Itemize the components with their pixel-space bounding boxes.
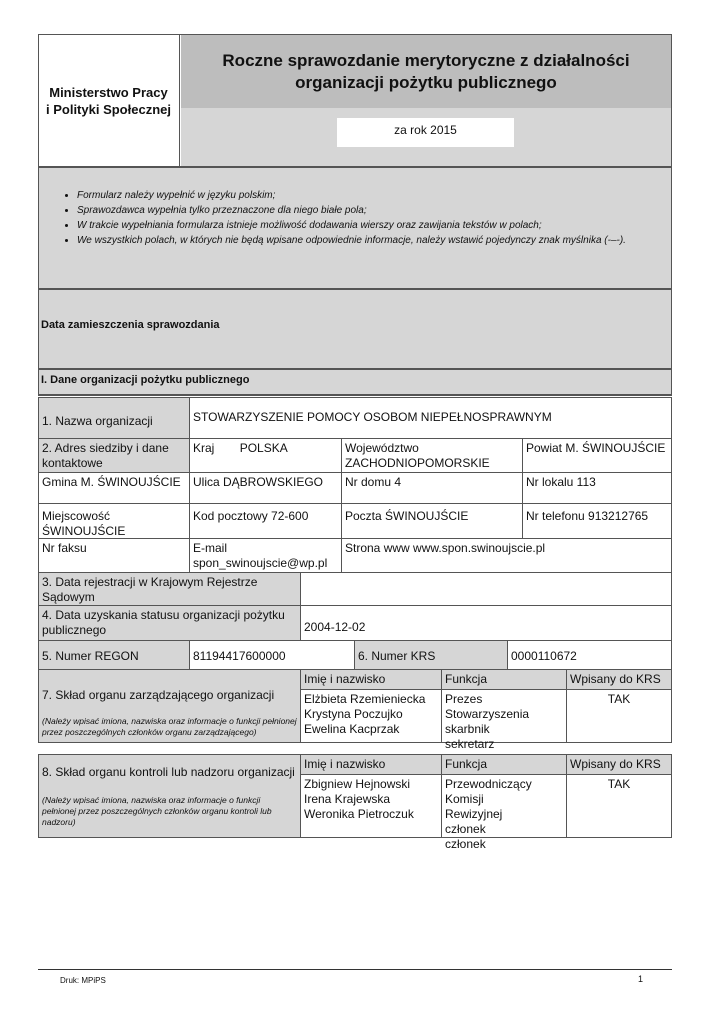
ministry-name-line1: Ministerstwo Pracy [49,84,168,100]
email-field[interactable] [189,538,342,573]
date-section-label: Data zamieszczenia sprawozdania [41,319,220,331]
audit-krs-field[interactable] [566,774,672,838]
audit-label-cell [38,754,301,838]
audit-note: (Należy wpisać imiona, nazwiska oraz informacje o funkcji pełnionej przez poszczególnych członków organu kontroli lub nadzoru) [42,795,272,827]
board-col-function [441,669,567,690]
instruction-item: • We wszystkich polach, w których nie będą wpisane odpowiednie informacje, należy wstawić pojedynczy znak myślnika (-–-). [77,233,671,248]
country-field[interactable] [189,438,342,473]
instructions-box [38,167,672,289]
audit-col-krs-label: Wpisany do KRS [570,757,661,771]
board-col-krs [566,669,672,690]
board-krs-value: TAK [607,692,631,706]
opp-status-value: 2004-12-02 [304,620,366,634]
opp-status-label-cell [38,605,301,641]
audit-col-name-label: Imię i nazwisko [304,757,386,771]
phone-field[interactable] [522,503,672,539]
address-label: 2. Adres siedziby i dane kontaktowe [42,441,169,470]
board-functions-field[interactable] [441,689,567,751]
year-label: za rok 2015 [394,123,457,137]
krs-number-label-cell [354,640,508,670]
city-field[interactable] [38,503,190,539]
page-title-line2: organizacji pożytku publicznego [295,72,557,92]
audit-names-field[interactable] [300,774,442,838]
city-value: Miejscowość ŚWINOUJŚCIE [42,509,126,538]
address-label-cell [38,438,190,473]
org-name-label-cell [38,397,190,439]
regon-field[interactable] [189,640,355,670]
country-value: POLSKA [239,441,288,455]
org-name-field[interactable] [189,397,672,439]
audit-member-function: członek [445,822,486,836]
website-value: Strona www www.spon.swinoujscie.pl [345,541,546,555]
audit-col-krs [566,754,672,775]
board-member-function: Prezes Stowarzyszenia [445,692,530,721]
board-member-name: Ewelina Kacprzak [304,722,400,736]
fax-field[interactable] [38,538,190,573]
voivodeship-field[interactable] [341,438,523,473]
year-field[interactable] [337,118,514,147]
board-member-name: Elżbieta Rzemieniecka [304,692,426,706]
house-number-field[interactable] [341,472,523,504]
regon-label-cell [38,640,190,670]
instruction-item: • Sprawozdawca wypełnia tylko przeznaczone dla niego białe pola; [77,203,671,218]
fax-label: Nr faksu [42,541,87,555]
krs-number-field[interactable] [507,640,672,670]
audit-col-function [441,754,567,775]
page-title-line1: Roczne sprawozdanie merytoryczne z działalności [222,50,630,70]
footer-divider [38,969,672,970]
post-office-value: Poczta ŚWINOUJŚCIE [345,509,469,523]
board-col-krs-label: Wpisany do KRS [570,672,661,686]
audit-krs-value: TAK [607,777,631,791]
email-value: spon_swinoujscie@wp.pl [193,556,328,570]
instructions-list [39,188,671,248]
board-krs-field[interactable] [566,689,672,743]
website-field[interactable] [341,538,672,573]
board-col-name [300,669,442,690]
ministry-box [38,34,180,167]
board-names-field[interactable] [300,689,442,743]
section1-title: I. Dane organizacji pożytku publicznego [41,374,250,386]
audit-col-name [300,754,442,775]
footer-print-label: Druk: MPiPS [60,976,106,985]
audit-col-function-label: Funkcja [445,757,488,771]
apartment-number-field[interactable] [522,472,672,504]
krs-number-label: 6. Numer KRS [358,649,436,663]
board-member-name: Krystyna Poczujko [304,707,403,721]
page-number: 1 [638,974,644,984]
apartment-number-value: Nr lokalu 113 [526,475,596,489]
phone-value: Nr telefonu 913212765 [526,509,649,523]
board-col-function-label: Funkcja [445,672,488,686]
post-office-field[interactable] [341,503,523,539]
county-value: Powiat M. ŚWINOUJŚCIE [526,441,666,455]
county-field[interactable] [522,438,672,473]
voivodeship-label: Województwo [345,441,419,455]
audit-member-function: Rewizyjnej [445,807,503,821]
opp-status-field[interactable] [300,605,672,641]
commune-field[interactable] [38,472,190,504]
board-member-function: skarbnik [445,722,490,736]
house-number-value: Nr domu 4 [345,475,402,489]
audit-member-function: członek [445,837,486,851]
commune-value: Gmina M. ŚWINOUJŚCIE [42,475,181,489]
board-member-function: sekretarz [445,737,495,751]
org-name-label: 1. Nazwa organizacji [42,414,153,428]
street-field[interactable] [189,472,342,504]
audit-member-name: Irena Krajewska [304,792,391,806]
krs-registration-label: 3. Data rejestracji w Krajowym Rejestrze Sądowym [42,575,258,604]
org-name-value: STOWARZYSZENIE POMOCY OSOBOM NIEPEŁNOSPRAWNYM [193,410,552,424]
krs-registration-label-cell [38,572,301,606]
section1-title-bar [38,369,672,396]
board-label: 7. Skład organu zarządzającego organizacji [42,688,275,702]
title-box [181,35,671,108]
ministry-name-line2: i Polityki Społecznej [46,101,171,117]
audit-label: 8. Skład organu kontroli lub nadzoru organizacji [42,765,295,779]
instruction-item: • Formularz należy wypełnić w języku polskim; [77,188,671,203]
postal-code-field[interactable] [189,503,342,539]
audit-functions-field[interactable] [441,774,567,851]
audit-member-function: Przewodniczący Komisji [445,777,532,806]
board-note: (Należy wpisać imiona, nazwiska oraz informacje o funkcji pełnionej przez poszczególnych członków organu zarządzającego) [42,716,297,737]
regon-value: 81194417600000 [193,649,286,663]
krs-number-value: 0000110672 [511,649,577,663]
audit-member-name: Zbigniew Hejnowski [304,777,411,791]
audit-member-name: Weronika Pietroczuk [304,807,414,821]
board-label-cell [38,669,301,743]
date-section [38,289,672,369]
regon-label: 5. Numer REGON [42,649,139,663]
email-label: E-mail [193,541,228,555]
postal-code-value: Kod pocztowy 72-600 [193,509,309,523]
krs-registration-field[interactable] [300,572,672,606]
street-value: Ulica DĄBROWSKIEGO [193,475,324,489]
opp-status-label: 4. Data uzyskania statusu organizacji pożytku publicznego [42,608,285,637]
board-col-name-label: Imię i nazwisko [304,672,386,686]
instruction-item: • W trakcie wypełniania formularza istnieje możliwość dodawania wierszy oraz zawijania tekstów w polach; [77,218,671,233]
voivodeship-value: ZACHODNIOPOMORSKIE [345,456,490,470]
country-label: Kraj [193,441,215,455]
